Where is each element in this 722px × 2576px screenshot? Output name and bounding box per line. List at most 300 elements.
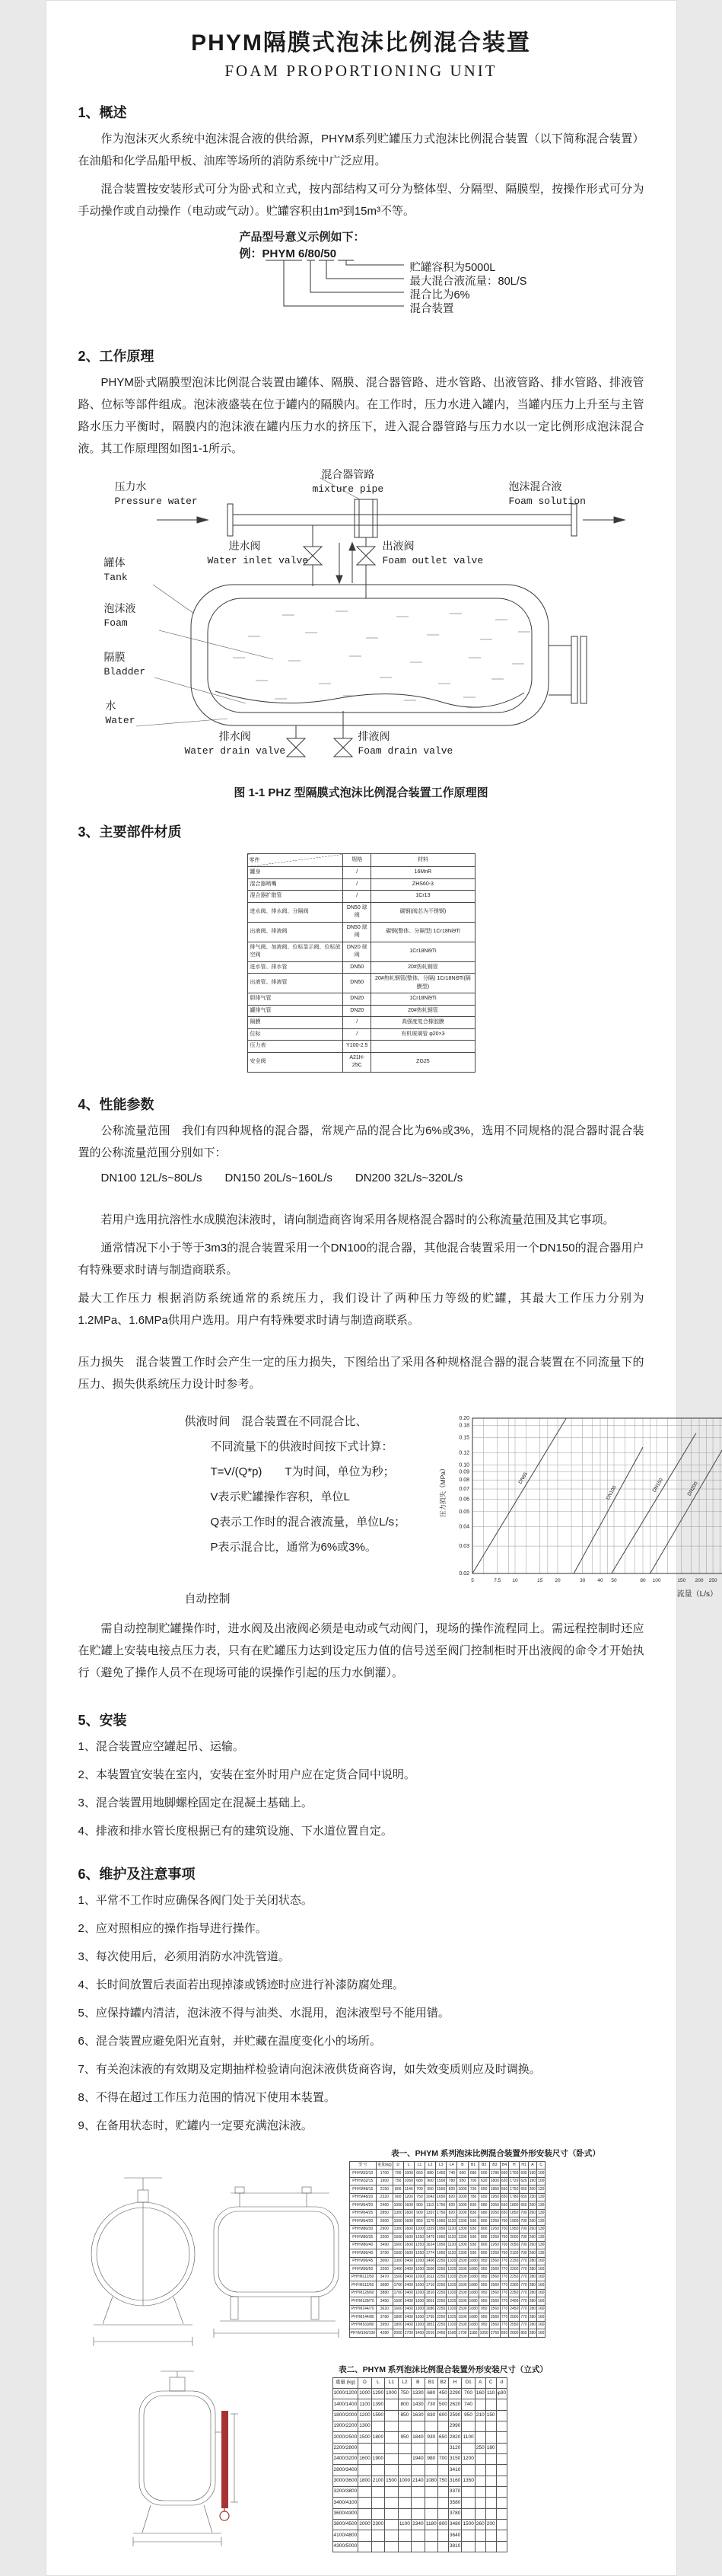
table-cell: 3120 (448, 2443, 461, 2453)
table-cell: 650 (479, 2185, 489, 2194)
table-cell: 1250 (414, 2249, 425, 2258)
table-cell: 1590 (371, 2410, 384, 2421)
data-table (247, 853, 476, 1073)
materials-table (247, 853, 476, 1073)
maintenance-item: 5、应保持罐内清洁，泡沫液不得与油类、水混用，泡沫液型号不能用错。 (78, 2002, 644, 2024)
table-cell: 1200 (403, 2193, 414, 2201)
table-cell: 1080 (468, 2265, 479, 2274)
table-cell: 3470 (377, 2273, 393, 2281)
table-cell: 1601 (425, 2297, 436, 2306)
table-row (349, 2257, 545, 2265)
table-cell: 260 (475, 2519, 485, 2530)
table-cell: 2250 (509, 2273, 520, 2281)
table-cell: 1200 (462, 2453, 475, 2464)
table-cell: 980 (425, 2453, 437, 2464)
table-cell: 1950 (436, 2233, 447, 2242)
svg-text:30: 30 (580, 1578, 586, 1583)
table-row (332, 2508, 507, 2519)
figure-caption: 图 1-1 PHZ 型隔膜式泡沫比例混合装置工作原理图 (78, 784, 644, 800)
table-cell: 1500 (457, 2305, 468, 2313)
model-label-ratio: 混合比为6% (410, 286, 470, 302)
table-cell: 1307 (425, 2209, 436, 2217)
table-header-cell: B1 (425, 2377, 437, 2388)
table-cell (385, 2486, 398, 2497)
table-cell: 2620 (448, 2399, 461, 2410)
table-cell: 2560 (489, 2273, 500, 2281)
vertical-dimensions-table (332, 2377, 588, 2553)
table-cell: 1600 (393, 2233, 403, 2242)
table-cell: PHYM64/25 (349, 2209, 377, 2217)
table-cell: 1200 (414, 2265, 425, 2274)
table-cell (475, 2421, 485, 2431)
table-cell: 1000 (457, 2201, 468, 2210)
maintenance-item: 8、不得在超过工作压力范围的情况下使用本装置。 (78, 2087, 644, 2109)
table-cell: 1250 (414, 2241, 425, 2249)
table-cell: 1050 (479, 2329, 489, 2338)
svg-text:50: 50 (611, 1578, 617, 1583)
table-cell (412, 2541, 425, 2552)
table-cell: 1200 (414, 2257, 425, 2265)
table-cell: 770 (520, 2257, 528, 2265)
label-water: 水 Water (106, 699, 135, 728)
table-cell: 20#热轧钢管 (371, 1005, 475, 1017)
table-header-cell: H1 (520, 2161, 528, 2170)
table-cell: 280 (528, 2257, 536, 2265)
table-cell: 1774 (425, 2249, 436, 2258)
supply-time-line: Q表示工作时的混合液流量，单位L/s； (211, 1510, 436, 1535)
table-cell: 1600 (403, 2209, 414, 2217)
table-cell: 900 (414, 2201, 425, 2210)
maintenance-item: 1、平常不工作时应确保各阀门处于关闭状态。 (78, 1889, 644, 1911)
table-cell (358, 2486, 371, 2497)
table-cell (485, 2486, 496, 2497)
table-cell: 130 (537, 2193, 545, 2201)
table-cell (438, 2486, 449, 2497)
table-cell: 800 (479, 2225, 489, 2233)
table-cell (398, 2530, 411, 2541)
table-cell: 1350 (462, 2476, 475, 2486)
table-cell: 770 (500, 2257, 508, 2265)
data-table (349, 2161, 546, 2338)
table-cell: 3160 (448, 2476, 461, 2486)
nominal-flow-ranges: DN100 12L/s~80L/s DN150 20L/s~160L/s DN200 32L/s~320L/s (101, 1167, 644, 1189)
table-row (332, 2519, 507, 2530)
table-cell: DN20 (343, 993, 371, 1006)
table-cell: 3200/3800 (332, 2486, 358, 2497)
svg-text:10: 10 (512, 1578, 518, 1583)
table-cell: 1816 (425, 2289, 436, 2297)
table-cell (462, 2486, 475, 2497)
table-cell (385, 2465, 398, 2476)
table-cell: 930 (468, 2233, 479, 2242)
table-cell: 650 (520, 2201, 528, 2210)
table-cell (398, 2453, 411, 2464)
table-cell: 1120 (447, 2217, 457, 2226)
table-cell: 650 (500, 2193, 508, 2201)
table-cell: 1950 (436, 2249, 447, 2258)
table-cell: 2000 (509, 2233, 520, 2242)
table-cell: 进水阀、排水阀、分隔阀 (247, 902, 343, 922)
table-row (349, 2321, 545, 2329)
table-cell: DN20 球阀 (343, 942, 371, 961)
table-cell: 混合器扩散管 (247, 891, 343, 903)
table-cell: 950 (479, 2265, 489, 2274)
table-cell: 1500 (457, 2265, 468, 2274)
table-cell: 700 (500, 2249, 508, 2258)
table-cell: 600 (520, 2170, 528, 2178)
table-cell: 1300 (457, 2249, 468, 2258)
table-cell: 950 (414, 2217, 425, 2226)
table-cell: 1000 (393, 2201, 403, 2210)
table-cell (385, 2453, 398, 2464)
table-cell: 930 (425, 2432, 437, 2443)
table-cell (385, 2443, 398, 2453)
table-header-cell: L3 (436, 2161, 447, 2170)
table-cell: 3480 (448, 2519, 461, 2530)
table-cell: 700 (500, 2217, 508, 2226)
performance-paragraph-1: 公称流量范围 我们有四种规格的混合器，常规产品的混合比为6%或3%，选用不同规格的混合器时混合装置的公称流量范围分别如下： (78, 1120, 644, 1164)
model-label-flow: 最大混合液流量：80L/S (410, 273, 527, 289)
table-cell: 1320 (447, 2313, 457, 2322)
svg-text:0.20: 0.20 (459, 1416, 469, 1421)
table-cell (385, 2519, 398, 2530)
table-cell (425, 2530, 437, 2541)
table-cell (385, 2399, 398, 2410)
svg-text:0.06: 0.06 (459, 1497, 469, 1502)
table-cell: 2820 (448, 2432, 461, 2443)
table-cell: 2000/2500 (332, 2432, 358, 2443)
table-cell: 1950 (436, 2225, 447, 2233)
table-cell: 770 (520, 2313, 528, 2322)
pressure-loss-section (78, 1409, 644, 1608)
table-cell: 850 (500, 2329, 508, 2338)
table-cell: 950 (479, 2321, 489, 2329)
table-cell: 280 (528, 2329, 536, 2338)
table-cell: A21H-25C (343, 1052, 371, 1072)
table-cell: 200 (485, 2519, 496, 2530)
table-cell: 1300 (414, 2321, 425, 2329)
table-row (349, 2281, 545, 2290)
table-cell: 950 (479, 2257, 489, 2265)
table-cell (475, 2541, 485, 2552)
table-cell: 2250 (436, 2321, 447, 2329)
table-cell: 1250 (414, 2233, 425, 2242)
table-row (349, 2233, 545, 2242)
table-cell: DN20 (343, 1005, 371, 1017)
table-cell: 1700 (377, 2170, 393, 2178)
table-cell: 820 (447, 2185, 457, 2194)
table-cell: 1320 (447, 2321, 457, 2329)
table-cell: 200 (528, 2185, 536, 2194)
table-header-cell: B4 (500, 2161, 508, 2170)
table-cell: 1330 (412, 2388, 425, 2399)
table-cell: 700 (438, 2453, 449, 2464)
table-cell: 1120 (447, 2241, 457, 2249)
table-cell: 2250 (436, 2305, 447, 2313)
table-cell: 280 (528, 2265, 536, 2274)
table-cell (425, 2508, 437, 2519)
table-cell: 1600 (403, 2249, 414, 2258)
table-cell: 750 (393, 2177, 403, 2185)
auto-control-heading: 自动控制 (185, 1590, 436, 1606)
supply-time-block (185, 1409, 436, 1560)
table-cell: 1950 (489, 2193, 500, 2201)
table-cell: 820 (447, 2201, 457, 2210)
table-cell: 650 (520, 2185, 528, 2194)
table-cell (485, 2476, 496, 2486)
table-cell: DN50 球阀 (343, 902, 371, 922)
table-cell (412, 2508, 425, 2519)
table-cell: 2400 (403, 2297, 414, 2306)
table-row (332, 2498, 507, 2508)
table-cell: 1080 (468, 2273, 479, 2281)
table-cell: 770 (520, 2289, 528, 2297)
table-cell: 950 (457, 2177, 468, 2185)
table-cell (371, 2498, 384, 2508)
table-cell: 1430 (412, 2399, 425, 2410)
table-cell: 1630 (412, 2410, 425, 2421)
section-heading-installation: 5、安装 (78, 1710, 644, 1730)
table-cell: 800 (479, 2241, 489, 2249)
table-cell: 2000 (358, 2519, 371, 2530)
table-cell: 1320 (447, 2305, 457, 2313)
table-cell: 1080 (425, 2476, 437, 2486)
table-cell: 1600 (358, 2453, 371, 2464)
table-cell (462, 2498, 475, 2508)
table-cell: 650 (414, 2170, 425, 2178)
table-cell: 800 (438, 2519, 449, 2530)
table-cell: 130 (537, 2233, 545, 2242)
table-cell: 1800 (489, 2177, 500, 2185)
svg-text:0.07: 0.07 (459, 1487, 469, 1492)
table-cell: 1200 (358, 2410, 371, 2421)
table-cell: 1Cr18Ni9Ti (371, 942, 475, 961)
table-cell (371, 2508, 384, 2519)
table-cell (412, 2486, 425, 2497)
table-cell: 1550 (436, 2185, 447, 2194)
table-cell: 1600 (393, 2241, 403, 2249)
table-cell: 2340 (412, 2519, 425, 2530)
table-cell: 2050 (489, 2209, 500, 2217)
table-cell: 800 (393, 2185, 403, 2194)
table-cell: 1000/1200 (332, 2388, 358, 2399)
table-cell: 3790 (377, 2249, 393, 2258)
supply-time-line: 不同流量下的供液时间按下式计算： (211, 1434, 436, 1459)
table-cell: 1042 (425, 2193, 436, 2201)
table-cell: PHYM96/45 (349, 2257, 377, 2265)
table-cell: 700 (500, 2225, 508, 2233)
table-cell: 3000/3600 (332, 2476, 358, 2486)
table-cell: 1200 (414, 2289, 425, 2297)
supply-time-formula: T=V/(Q*p) T为时间，单位为秒； (211, 1459, 436, 1484)
label-mixture-pipe: 混合器管路 mixture pipe (313, 467, 384, 496)
table-cell: 850 (398, 2410, 411, 2421)
table-cell: 2600 (509, 2329, 520, 2338)
table-cell: 2250 (436, 2281, 447, 2290)
table-cell: 2560 (489, 2257, 500, 2265)
table-cell: 1300 (457, 2225, 468, 2233)
table-cell (496, 2508, 507, 2519)
table-cell (496, 2530, 507, 2541)
svg-text:0.09: 0.09 (459, 1469, 469, 1475)
table-cell (438, 2421, 449, 2431)
svg-text:0.05: 0.05 (459, 1509, 469, 1514)
installation-item: 1、混合装置应空罐起吊、运输。 (78, 1736, 644, 1758)
table-cell: 1780 (509, 2193, 520, 2201)
table-cell: 1300 (393, 2209, 403, 2217)
table-header-cell: L2 (398, 2377, 411, 2388)
table-cell: 1700 (457, 2329, 468, 2338)
table-cell (425, 2443, 437, 2453)
table-cell: 680 (479, 2201, 489, 2210)
table-cell: 1500 (393, 2273, 403, 2281)
table-cell: 800 (479, 2233, 489, 2242)
table-cell: 3680 (377, 2281, 393, 2290)
table-cell: 620 (520, 2177, 528, 2185)
table-cell: PHYM64/30 (349, 2217, 377, 2226)
table-cell: 1851 (425, 2321, 436, 2329)
table-cell: 3640 (448, 2530, 461, 2541)
table-cell (398, 2508, 411, 2519)
table-cell: 700 (462, 2388, 475, 2399)
table-cell: 4300/5000 (332, 2541, 358, 2552)
table-cell: 罐排气管 (247, 1005, 343, 1017)
table-cell: 1700 (393, 2281, 403, 2290)
table-cell: 2200/2800 (332, 2443, 358, 2453)
table-row (349, 2305, 545, 2313)
table-cell: 1300 (358, 2421, 371, 2431)
table-cell: 2500 (509, 2313, 520, 2322)
table-header-cell: B2 (479, 2161, 489, 2170)
vertical-tank-drawing (94, 2364, 299, 2546)
table-header-cell: 重量(kg) (377, 2161, 393, 2170)
performance-paragraph-6: 压力损失 混合装置工作时会产生一定的压力损失，下图给出了采用各种规格混合器的混合装置在不同流量下的压力、损失供系统压力设计时参考。 (78, 1351, 644, 1395)
table-cell: 1140 (403, 2185, 414, 2194)
table-cell: 820 (447, 2209, 457, 2217)
auto-control-paragraph: 需自动控制贮罐操作时，进水阀及出液阀必须是电动或气动阀门，现场的操作流程同上。需远程控制时还应在贮罐上安装电接点压力表，只有在贮罐压力达到设定压力值的信号送至阀门控制柜时开出液阀的命令才开始执行（避免了操作人员不在现场可能的误操作引起的压力水倒灌）。 (78, 1618, 644, 1684)
table-cell: 1600 (393, 2249, 403, 2258)
table-cell: 160 (537, 2313, 545, 2322)
table-row (349, 2225, 545, 2233)
table-row (247, 1005, 475, 1017)
table-header-cell: D (393, 2161, 403, 2170)
table-cell: 1750 (436, 2209, 447, 2217)
label-foam-drain-valve: 排液阀 Foam drain valve (358, 729, 453, 758)
chart-svg (436, 1409, 722, 1608)
table-cell: 650 (500, 2185, 508, 2194)
table-cell: 1179 (425, 2217, 436, 2226)
table-cell: 进水管、排水管 (247, 961, 343, 974)
table-cell: / (343, 891, 371, 903)
table-row (332, 2421, 507, 2431)
table-cell: PHYM160/100 (349, 2329, 377, 2338)
table-cell (496, 2443, 507, 2453)
table-cell: 1400 (414, 2329, 425, 2338)
table-cell: 680 (414, 2177, 425, 2185)
table-cell (485, 2541, 496, 2552)
table-cell: 1320 (447, 2265, 457, 2274)
table-cell: 1700 (393, 2289, 403, 2297)
svg-text:0.10: 0.10 (459, 1462, 469, 1468)
table-cell (475, 2399, 485, 2410)
working-principle-figure (92, 470, 632, 776)
svg-text:100: 100 (652, 1578, 660, 1583)
table-cell (385, 2410, 398, 2421)
table-cell: 3450 (377, 2297, 393, 2306)
table-cell: 2400 (403, 2281, 414, 2290)
table-cell (462, 2443, 475, 2453)
table-cell: 1180 (425, 2519, 437, 2530)
table-cell (358, 2498, 371, 2508)
table-cell: 650 (479, 2193, 489, 2201)
table-cell: 2400 (403, 2305, 414, 2313)
table-cell: / (343, 1017, 371, 1029)
table-cell: 1080 (468, 2321, 479, 2329)
supply-time-line: P表示混合比，通常为6%或3%。 (211, 1535, 436, 1560)
table-cell: ZG25 (371, 1052, 475, 1072)
table-cell: 1500 (457, 2297, 468, 2306)
table-cell: 3260 (377, 2265, 393, 2274)
table-cell: 740 (447, 2170, 457, 2178)
table-cell: 1800 (393, 2321, 403, 2329)
table-header-cell: D1 (462, 2377, 475, 2388)
table-cell: 750 (414, 2193, 425, 2201)
table-row (332, 2399, 507, 2410)
table-row (349, 2217, 545, 2226)
table-cell: 850 (520, 2329, 528, 2338)
table-cell: 1000 (385, 2388, 398, 2399)
table-cell: 770 (520, 2265, 528, 2274)
table-cell: 930 (468, 2241, 479, 2249)
table-cell: 1000 (457, 2193, 468, 2201)
table-row (247, 942, 475, 961)
table-cell: 2450 (509, 2305, 520, 2313)
table-cell: 700 (468, 2177, 479, 2185)
table-cell: 700 (520, 2217, 528, 2226)
table-cell: 130 (537, 2209, 545, 2217)
table-cell: 230 (528, 2193, 536, 2201)
table-cell: 有机玻璃管 φ20×3 (371, 1028, 475, 1041)
table-cell: 1400 (393, 2265, 403, 2274)
table-cell: 3490 (377, 2241, 393, 2249)
table-cell: / (343, 878, 371, 891)
table-row (247, 961, 475, 974)
table-cell: 1800 (393, 2313, 403, 2322)
table-cell: 2250 (436, 2265, 447, 2274)
table-cell: 2900 (377, 2225, 393, 2233)
table-cell: 130 (537, 2225, 545, 2233)
table2-caption: 表二、PHYM 系列泡沫比例混合装置外形安装尺寸（立式） (299, 2364, 588, 2375)
table-cell: 1800/2000 (332, 2410, 358, 2421)
table-cell (425, 2498, 437, 2508)
svg-text:0.18: 0.18 (459, 1423, 469, 1428)
table-cell (358, 2508, 371, 2519)
table-cell (496, 2541, 507, 2552)
table-cell: 930 (468, 2249, 479, 2258)
table-cell: PHYM48/15 (349, 2185, 377, 2194)
table-cell (398, 2443, 411, 2453)
table-cell: 1320 (447, 2273, 457, 2281)
table-cell: 450 (438, 2388, 449, 2399)
svg-text:DN200: DN200 (686, 1481, 698, 1497)
table-cell (438, 2541, 449, 2552)
table-cell: ZHS60-3 (371, 878, 475, 891)
table-cell: 190 (528, 2177, 536, 2185)
table-cell: 2150 (377, 2185, 393, 2194)
supply-time-line: 供液时间 混合装置在不同混合比、 (185, 1409, 436, 1434)
table-cell (425, 2541, 437, 2552)
table-cell: 280 (528, 2281, 536, 2290)
